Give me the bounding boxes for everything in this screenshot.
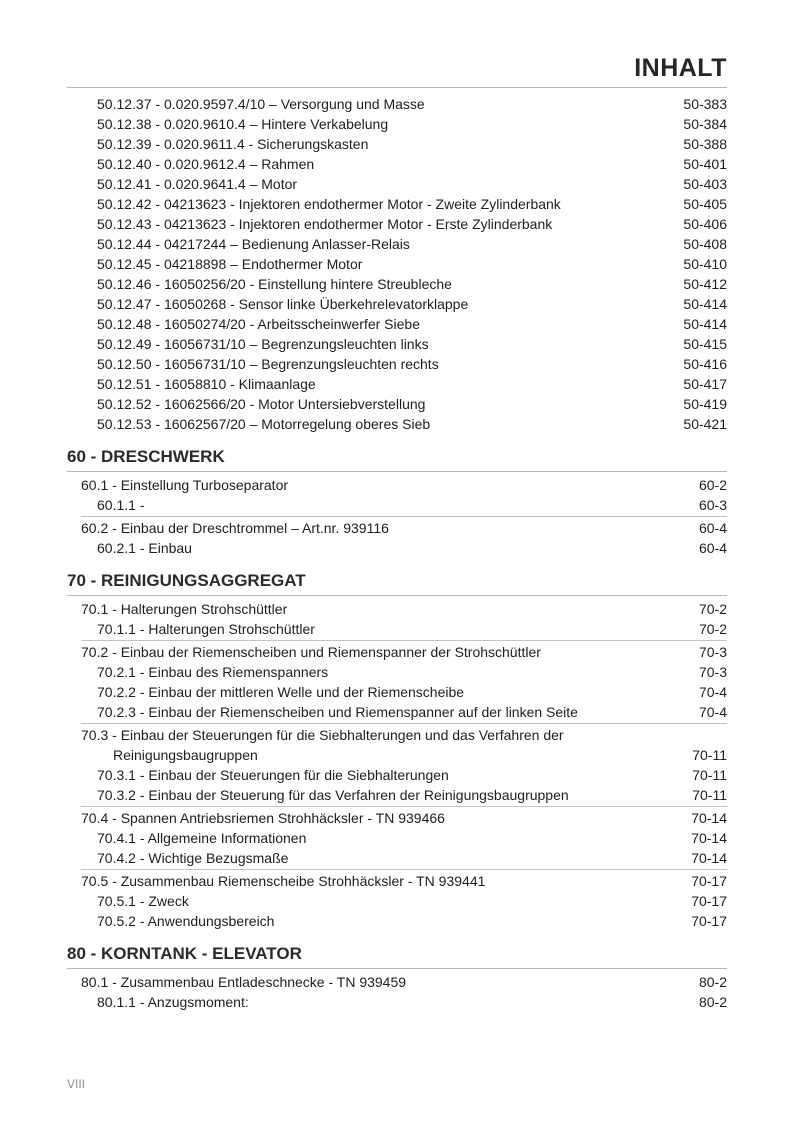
table-of-contents (67, 94, 727, 1012)
section-heading-label: 70 - REINIGUNGSAGGREGAT (67, 571, 306, 590)
toc-entry[interactable] (67, 682, 727, 702)
toc-entry-label: 60.2 - Einbau der Dreschtrommel – Art.nr. 939116 (81, 520, 389, 536)
toc-entry-page: 70-3 (698, 664, 727, 680)
toc-entry-page: 70-17 (691, 873, 727, 889)
toc-entry[interactable] (67, 495, 727, 515)
toc-entry-page: 70-17 (691, 913, 727, 929)
group-divider (81, 516, 727, 517)
toc-entry-page: 70-11 (692, 767, 727, 783)
toc-entry-label: 70.3 - Einbau der Steuerungen für die Siebhalterungen und das Verfahren der (81, 727, 564, 743)
toc-entry-page: 50-383 (683, 96, 727, 112)
toc-entry-page: 50-401 (683, 156, 727, 172)
toc-entry[interactable] (67, 538, 727, 558)
section-heading-label: 80 - KORNTANK - ELEVATOR (67, 944, 302, 963)
toc-entry[interactable] (67, 394, 727, 414)
toc-entry-label: 60.1.1 - (97, 497, 145, 513)
toc-entry-label: 70.1 - Halterungen Strohschüttler (81, 601, 288, 617)
toc-entry-page: 50-410 (683, 256, 727, 272)
toc-entry[interactable] (67, 828, 727, 848)
toc-entry-label: 60.1 - Einstellung Turboseparator (81, 477, 289, 493)
toc-entry-label: 50.12.40 - 0.020.9612.4 – Rahmen (97, 156, 315, 172)
toc-entry-page: 70-14 (691, 830, 727, 846)
toc-entry-label: 70.1.1 - Halterungen Strohschüttler (97, 621, 315, 637)
toc-entry-label: 70.2.2 - Einbau der mittleren Welle und der Riemenscheibe (97, 684, 465, 700)
section-heading (67, 570, 727, 592)
toc-entry-page: 50-384 (683, 116, 727, 132)
group-divider (81, 723, 727, 724)
group-divider (81, 640, 727, 641)
toc-entry-label: 70.4 - Spannen Antriebsriemen Strohhäcksler - TN 939466 (81, 810, 445, 826)
toc-entry-page: 50-388 (683, 136, 727, 152)
toc-entry[interactable] (67, 725, 727, 745)
toc-entry[interactable] (67, 808, 727, 828)
toc-entry-label: 50.12.48 - 16050274/20 - Arbeitsscheinwerfer Siebe (97, 316, 420, 332)
toc-entry[interactable] (67, 619, 727, 639)
toc-entry-label: 50.12.51 - 16058810 - Klimaanlage (97, 376, 316, 392)
toc-entry-page: 70-14 (691, 850, 727, 866)
toc-entry-label: 50.12.42 - 04213623 - Injektoren endothermer Motor - Zweite Zylinderbank (97, 196, 561, 212)
toc-entry[interactable] (67, 765, 727, 785)
toc-entry-label: 50.12.50 - 16056731/10 – Begrenzungsleuchten rechts (97, 356, 439, 372)
toc-entry-label: 50.12.45 - 04218898 – Endothermer Motor (97, 256, 363, 272)
toc-entry[interactable] (67, 662, 727, 682)
toc-entry-page: 80-2 (698, 974, 727, 990)
toc-entry-page: 70-2 (698, 601, 727, 617)
toc-entry-page: 70-4 (698, 684, 727, 700)
toc-entry-page: 70-2 (698, 621, 727, 637)
toc-entry-page: 50-408 (683, 236, 727, 252)
toc-entry-page: 50-415 (683, 336, 727, 352)
toc-entry[interactable] (67, 194, 727, 214)
toc-entry-label: 70.5.2 - Anwendungsbereich (97, 913, 275, 929)
section-heading (67, 446, 727, 468)
toc-entry-page: 70-17 (691, 893, 727, 909)
toc-entry-label: 50.12.39 - 0.020.9611.4 - Sicherungskasten (97, 136, 369, 152)
section-divider (67, 595, 727, 596)
toc-entry-page: 60-3 (698, 497, 727, 513)
page-number: VIII (67, 1077, 86, 1091)
toc-entry[interactable] (67, 848, 727, 868)
toc-entry[interactable] (67, 254, 727, 274)
toc-entry[interactable] (67, 992, 727, 1012)
toc-entry-page: 50-414 (683, 296, 727, 312)
section-heading (67, 943, 727, 965)
toc-entry-page: 50-419 (683, 396, 727, 412)
title-divider (67, 87, 727, 88)
toc-entry-label: 50.12.44 - 04217244 – Bedienung Anlasser-Relais (97, 236, 410, 252)
toc-entry-label: 50.12.46 - 16050256/20 - Einstellung hintere Streubleche (97, 276, 452, 292)
toc-entry-label: 50.12.41 - 0.020.9641.4 – Motor (97, 176, 298, 192)
toc-entry[interactable] (67, 374, 727, 394)
toc-entry[interactable] (67, 785, 727, 805)
toc-entry[interactable] (67, 475, 727, 495)
toc-entry[interactable] (67, 234, 727, 254)
toc-entry-label: 50.12.38 - 0.020.9610.4 – Hintere Verkabelung (97, 116, 389, 132)
section-heading-label: 60 - DRESCHWERK (67, 447, 225, 466)
toc-entry-page: 70-4 (698, 704, 727, 720)
toc-entry-label: 50.12.49 - 16056731/10 – Begrenzungsleuchten links (97, 336, 429, 352)
toc-entry-label: 60.2.1 - Einbau (97, 540, 192, 556)
toc-entry-page: 50-417 (683, 376, 727, 392)
toc-entry[interactable] (67, 94, 727, 114)
toc-entry-label: 50.12.43 - 04213623 - Injektoren endothermer Motor - Erste Zylinderbank (97, 216, 553, 232)
toc-entry[interactable] (67, 294, 727, 314)
toc-entry-page: 80-2 (698, 994, 727, 1010)
toc-entry[interactable] (67, 154, 727, 174)
toc-entry-label: 80.1.1 - Anzugsmoment: (97, 994, 249, 1010)
toc-entry[interactable] (67, 214, 727, 234)
toc-entry[interactable] (67, 745, 727, 765)
toc-entry-label: Reinigungsbaugruppen (113, 747, 258, 763)
toc-entry-page: 50-405 (683, 196, 727, 212)
group-divider (81, 869, 727, 870)
toc-entry[interactable] (67, 642, 727, 662)
toc-entry-label: 70.5.1 - Zweck (97, 893, 189, 909)
toc-entry[interactable] (67, 114, 727, 134)
toc-entry-label: 70.2.3 - Einbau der Riemenscheiben und Riemenspanner auf der linken Seite (97, 704, 578, 720)
toc-entry-page: 60-2 (698, 477, 727, 493)
toc-entry-label: 70.4.1 - Allgemeine Informationen (97, 830, 307, 846)
toc-entry-label: 70.2.1 - Einbau des Riemenspanners (97, 664, 329, 680)
toc-entry-page: 50-416 (683, 356, 727, 372)
page-title: INHALT (634, 54, 727, 82)
toc-entry-label: 50.12.37 - 0.020.9597.4/10 – Versorgung und Masse (97, 96, 425, 112)
toc-entry-page: 50-403 (683, 176, 727, 192)
section-divider (67, 471, 727, 472)
toc-entry[interactable] (67, 911, 727, 931)
toc-entry-label: 70.2 - Einbau der Riemenscheiben und Riemenspanner der Strohschüttler (81, 644, 541, 660)
toc-entry-label: 70.4.2 - Wichtige Bezugsmaße (97, 850, 289, 866)
toc-entry-page: 50-406 (683, 216, 727, 232)
toc-entry[interactable] (67, 354, 727, 374)
toc-entry[interactable] (67, 134, 727, 154)
toc-entry[interactable] (67, 174, 727, 194)
toc-entry-page: 60-4 (698, 540, 727, 556)
toc-entry-page: 50-412 (683, 276, 727, 292)
toc-entry-label: 50.12.53 - 16062567/20 – Motorregelung oberes Sieb (97, 416, 431, 432)
toc-entry[interactable] (67, 871, 727, 891)
toc-entry[interactable] (67, 414, 727, 434)
toc-entry-label: 50.12.47 - 16050268 - Sensor linke Überkehrelevatorklappe (97, 296, 469, 312)
toc-entry-label: 80.1 - Zusammenbau Entladeschnecke - TN 939459 (81, 974, 407, 990)
toc-entry-page: 50-414 (683, 316, 727, 332)
toc-entry[interactable] (67, 518, 727, 538)
toc-entry-page: 70-11 (692, 747, 727, 763)
toc-entry-label: 70.5 - Zusammenbau Riemenscheibe Strohhäcksler - TN 939441 (81, 873, 486, 889)
toc-entry[interactable] (67, 599, 727, 619)
toc-entry-page: 50-421 (683, 416, 727, 432)
toc-entry-page: 60-4 (698, 520, 727, 536)
toc-entry[interactable] (67, 972, 727, 992)
toc-entry-label: 70.3.2 - Einbau der Steuerung für das Verfahren der Reinigungsbaugruppen (97, 787, 569, 803)
toc-entry[interactable] (67, 891, 727, 911)
section-divider (67, 968, 727, 969)
toc-entry[interactable] (67, 314, 727, 334)
toc-entry-page: 70-3 (698, 644, 727, 660)
toc-entry[interactable] (67, 702, 727, 722)
toc-entry-label: 70.3.1 - Einbau der Steuerungen für die Siebhalterungen (97, 767, 449, 783)
toc-entry-label: 50.12.52 - 16062566/20 - Motor Untersiebverstellung (97, 396, 426, 412)
toc-entry-page: 70-14 (691, 810, 727, 826)
toc-entry[interactable] (67, 274, 727, 294)
toc-entry[interactable] (67, 334, 727, 354)
group-divider (81, 806, 727, 807)
toc-entry-page: 70-11 (692, 787, 727, 803)
